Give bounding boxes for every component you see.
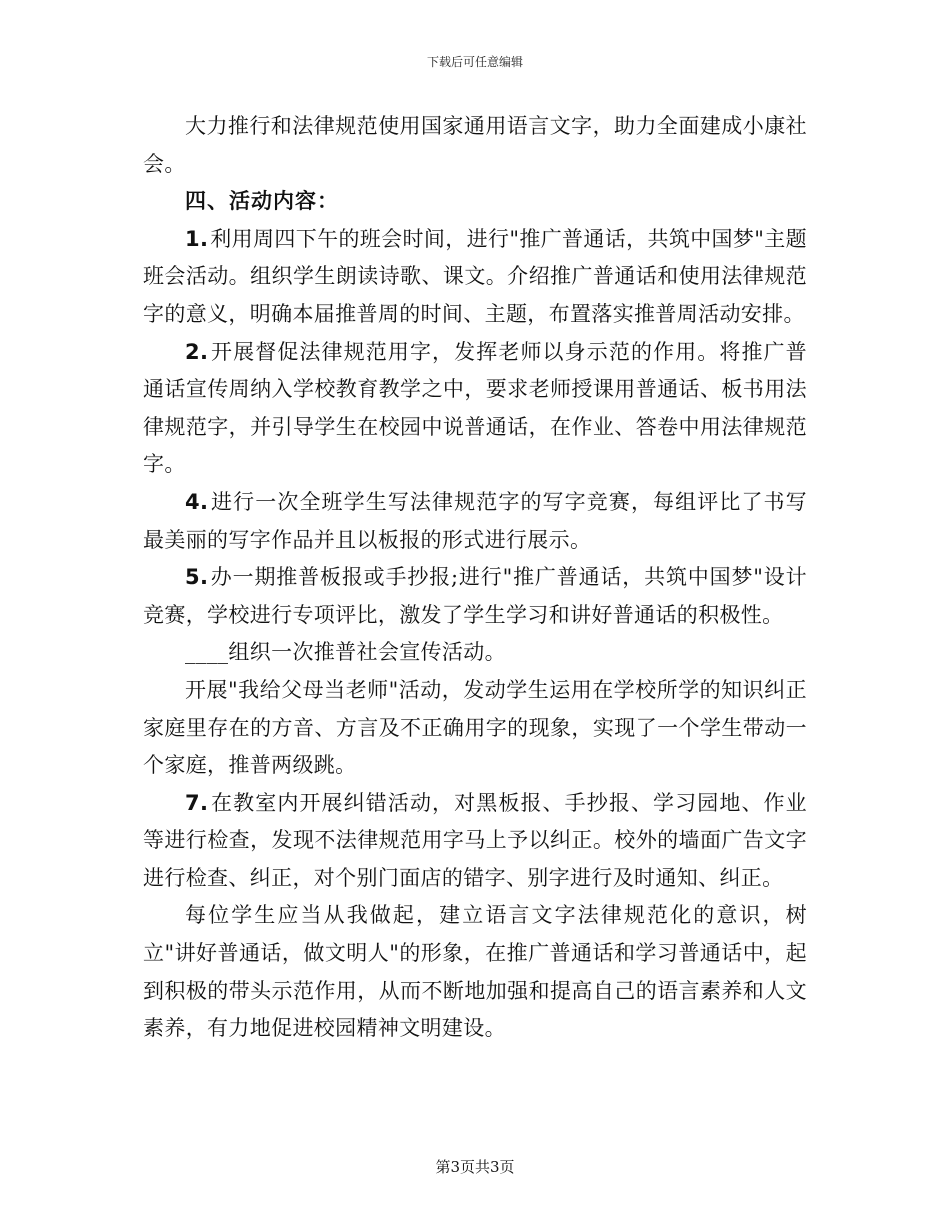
item-number: 4. — [185, 489, 209, 514]
item-number: 1. — [185, 226, 209, 251]
list-item-5 — [143, 559, 807, 634]
item-number: 2. — [185, 339, 209, 364]
document-body — [143, 108, 807, 1048]
item-text: 办一期推普板报或手抄报;进行"推广普通话，共筑中国梦"设计竞赛，学校进行专项评比，激发了学生学习和讲好普通话的积极性。 — [143, 565, 807, 627]
paragraph-parents-activity — [143, 672, 807, 785]
heading-text: 四、活动内容： — [185, 189, 339, 214]
paragraph-conclusion — [143, 897, 807, 1047]
item-text: 在教室内开展纠错活动，对黑板报、手抄报、学习园地、作业等进行检查，发现不法律规范用字马上予以纠正。校外的墙面广告文字进行检查、纠正，对个别门面店的错字、别字进行及时通知、纠正。 — [143, 790, 807, 890]
section-heading-activities — [143, 183, 807, 221]
item-number: 7. — [185, 790, 209, 815]
item-text: ____组织一次推普社会宣传活动。 — [185, 640, 506, 665]
item-text: 利用周四下午的班会时间，进行"推广普通话，共筑中国梦"主题班会活动。组织学生朗读诗歌、课文。介绍推广普通话和使用法律规范字的意义，明确本届推普周的时间、主题，布置落实推普周活动安排。 — [143, 226, 807, 326]
paragraph-text: 每位学生应当从我做起，建立语言文字法律规范化的意识，树立"讲好普通话，做文明人"的形象，在推广普通话和学习普通话中，起到积极的带头示范作用，从而不断地加强和提高自己的语言素养和人文素养，有力地促进校园精神文明建设。 — [143, 903, 807, 1041]
item-number: 5. — [185, 565, 209, 590]
item-text: 开展督促法律规范用字，发挥老师以身示范的作用。将推广普通话宣传周纳入学校教育教学之中，要求老师授课用普通话、板书用法律规范字，并引导学生在校园中说普通话，在作业、答卷中用法律规范字。 — [143, 339, 807, 477]
list-item-4 — [143, 484, 807, 559]
item-text: 进行一次全班学生写法律规范字的写字竞赛，每组评比了书写最美丽的写字作品并且以板报的形式进行展示。 — [143, 489, 807, 552]
list-item-2 — [143, 334, 807, 484]
paragraph-text: 大力推行和法律规范使用国家通用语言文字，助力全面建成小康社会。 — [143, 114, 807, 176]
paragraph-text: 开展"我给父母当老师"活动，发动学生运用在学校所学的知识纠正家庭里存在的方音、方言及不正确用字的现象，实现了一个学生带动一个家庭，推普两级跳。 — [143, 677, 807, 778]
list-item-blank — [143, 634, 807, 672]
paragraph-intro — [143, 108, 807, 183]
list-item-1 — [143, 221, 807, 334]
page-number-footer: 第3页共3页 — [435, 1158, 515, 1176]
page-header-note: 下载后可任意编辑 — [426, 55, 523, 69]
list-item-7 — [143, 785, 807, 898]
